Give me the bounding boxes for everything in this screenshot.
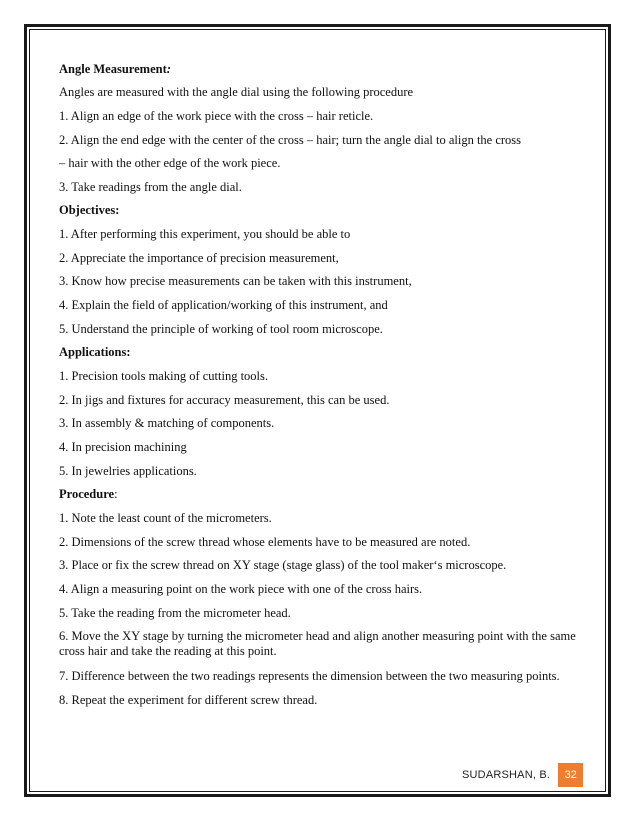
- list-item: 3. Take readings from the angle dial.: [59, 180, 242, 194]
- heading-suffix: :: [114, 487, 118, 501]
- heading-text: Procedure: [59, 487, 115, 501]
- section-heading-applications: Applications:: [59, 345, 131, 359]
- section-heading-objectives: Objectives:: [59, 203, 120, 217]
- list-item: 3. Know how precise measurements can be taken with this instrument,: [59, 274, 412, 288]
- list-item: 1. Note the least count of the micrometers.: [59, 511, 272, 525]
- page-footer: [462, 763, 583, 787]
- page-number-badge: 32: [558, 763, 583, 787]
- list-item: 2. In jigs and fixtures for accuracy measurement, this can be used.: [59, 393, 390, 407]
- heading-suffix: :: [166, 62, 171, 76]
- list-item: 7. Difference between the two readings represents the dimension between the two measuring points.: [59, 669, 560, 683]
- list-item: 6. Move the XY stage by turning the micrometer head and align another measuring point with the same cross hair and take the reading at this point.: [59, 629, 576, 658]
- list-item-continuation: – hair with the other edge of the work piece.: [59, 156, 281, 170]
- list-item: 2. Dimensions of the screw thread whose elements have to be measured are noted.: [59, 535, 471, 549]
- section-heading-procedure: [59, 487, 118, 502]
- list-item: 3. In assembly & matching of components.: [59, 416, 275, 430]
- list-item: 4. In precision machining: [59, 440, 187, 454]
- list-item: 8. Repeat the experiment for different screw thread.: [59, 693, 318, 707]
- heading-text: Angle Measurement: [59, 62, 167, 76]
- footer-author: SUDARSHAN, B.: [462, 769, 551, 781]
- list-item: 1. Align an edge of the work piece with the cross – hair reticle.: [59, 109, 374, 123]
- list-item: 1. After performing this experiment, you should be able to: [59, 227, 351, 241]
- list-item: 1. Precision tools making of cutting tools.: [59, 369, 269, 383]
- list-item: 3. Place or fix the screw thread on XY stage (stage glass) of the tool maker‘s microscope.: [59, 558, 507, 572]
- list-item: 4. Align a measuring point on the work piece with one of the cross hairs.: [59, 582, 423, 596]
- list-item: 5. Take the reading from the micrometer head.: [59, 606, 291, 620]
- paragraph-line: Angles are measured with the angle dial using the following procedure: [59, 85, 414, 99]
- list-item: 2. Appreciate the importance of precision measurement,: [59, 251, 339, 265]
- list-item: 5. Understand the principle of working of tool room microscope.: [59, 322, 383, 336]
- list-item: 4. Explain the field of application/working of this instrument, and: [59, 298, 388, 312]
- list-item: 2. Align the end edge with the center of the cross – hair; turn the angle dial to align the cross: [59, 133, 522, 147]
- section-heading-angle-measurement: [59, 62, 171, 77]
- list-item: 5. In jewelries applications.: [59, 464, 197, 478]
